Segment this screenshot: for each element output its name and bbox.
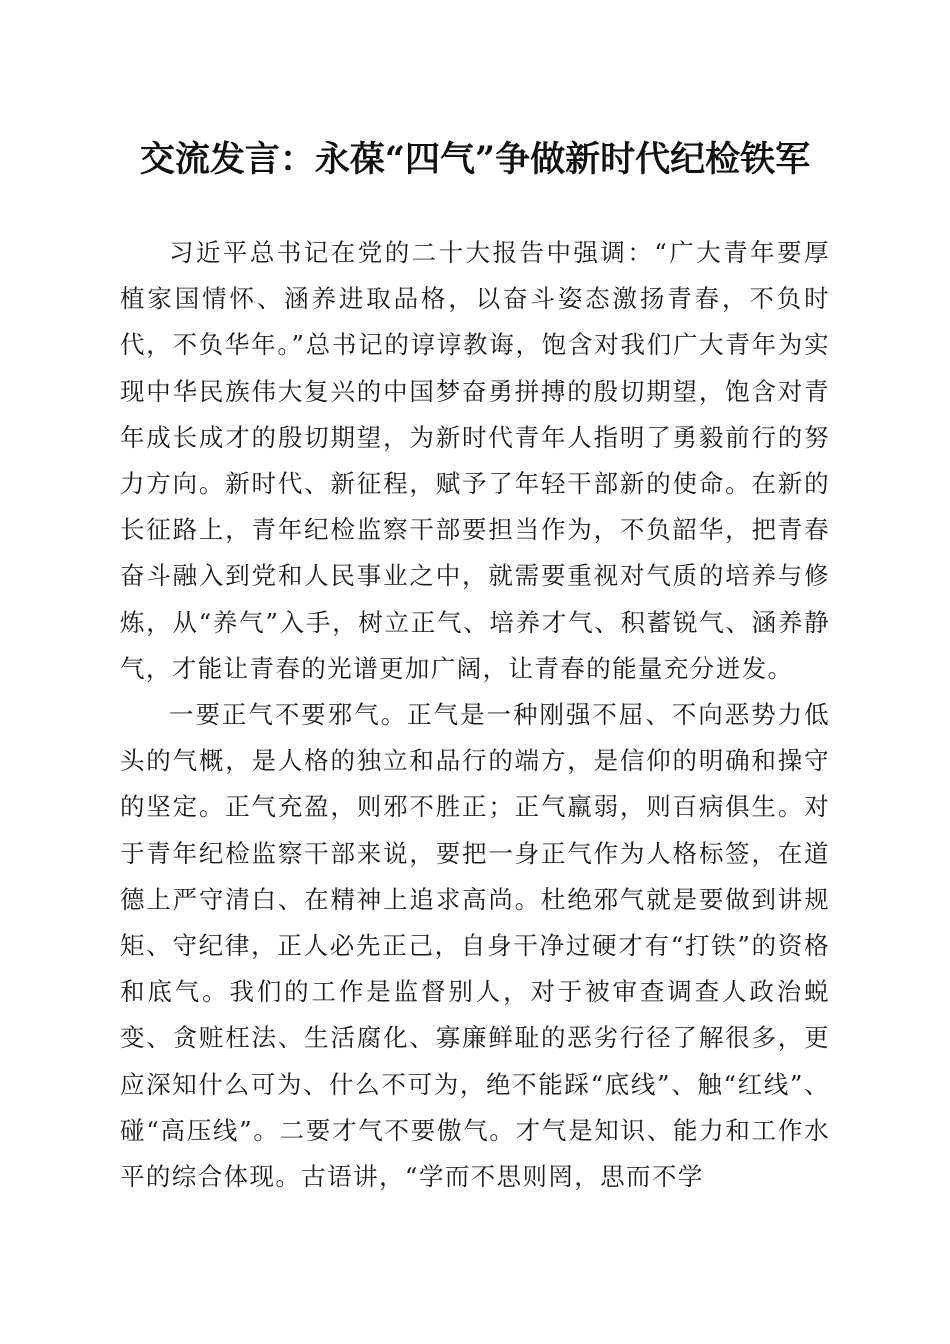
paragraph-intro: 习近平总书记在党的二十大报告中强调：“广大青年要厚植家国情怀、涵养进取品格，以奋斗姿态激扬青春，不负时代，不负华年。”总书记的谆谆教诲，饱含对我们广大青年为实现中华民族伟大复兴的中国梦奋勇拼搏的殷切期望，饱含对青年成长成才的殷切期望，为新时代青年人指明了勇毅前行的努力方向。新时代、新征程，赋予了年轻干部新的使命。在新的长征路上，青年纪检监察干部要担当作为，不负韶华，把青春奋斗融入到党和人民事业之中，就需要重视对气质的培养与修炼，从“养气”入手，树立正气、培养才气、积蓄锐气、涵养静气，才能让青春的光谱更加广阔，让青春的能量充分迸发。 xyxy=(120,238,830,683)
document-title: 交流发言：永葆“四气”争做新时代纪检铁军 xyxy=(139,139,811,180)
document-body xyxy=(120,230,830,1200)
paragraph-point-one: 一要正气不要邪气。正气是一种刚强不屈、不向恶势力低头的气概，是人格的独立和品行的端方，是信仰的明确和操守的坚定。正气充盈，则邪不胜正；正气羸弱，则百病俱生。对于青年纪检监察干部来说，要把一身正气作为人格标签，在道德上严守清白、在精神上追求高尚。杜绝邪气就是要做到讲规矩、守纪律，正人必先正己，自身干净过硬才有“打铁”的资格和底气。我们的工作是监督别人，对于被审查调查人政治蜕变、贪赃枉法、生活腐化、寡廉鲜耻的恶劣行径了解很多，更应深知什么可为、什么不可为，绝不能踩“底线”、触“红线”、碰“高压线”。二要才气不要傲气。才气是知识、能力和工作水平的综合体现。古语讲，“学而不思则罔，思而不学 xyxy=(120,700,830,1192)
